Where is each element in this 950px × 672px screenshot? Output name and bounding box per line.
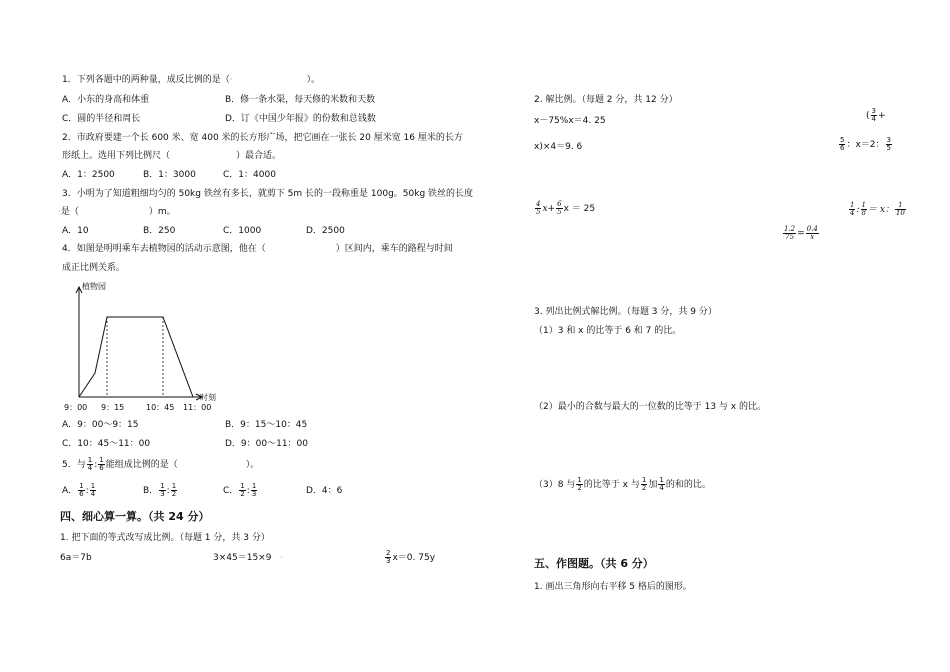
fraction (87, 457, 93, 472)
q1-stem-text: 1．下列各题中的两种量，成反比例的是（ (62, 75, 230, 85)
q3-option-c[interactable]: C．1000 (223, 226, 262, 236)
q1-option-b[interactable]: B．修一条水渠，每天修的米数和天数 (225, 95, 376, 105)
problem-3 (534, 476, 711, 494)
denominator: 2 (641, 484, 647, 492)
numerator: 1 (160, 482, 165, 490)
numerator: 1 (87, 456, 93, 464)
denominator: 75 (785, 233, 795, 241)
eq-b-paren: ( (866, 111, 870, 121)
denominator: 10 (895, 209, 905, 217)
q4-option-d[interactable]: D．9：00～11：00 (225, 439, 309, 449)
eq-e-mid: ＝ x： (867, 205, 894, 215)
q3-line2-text: 是（ (60, 207, 79, 217)
fraction (783, 226, 796, 241)
fraction (171, 483, 177, 498)
fraction (886, 137, 892, 152)
denominator: 2 (171, 490, 177, 498)
p3-pre: （3）8 与 (534, 480, 576, 490)
section4-sub1: 1. 把下面的等式改写成比例。（每题 1 分，共 3 分） (60, 533, 270, 543)
option-label: A． (62, 486, 78, 496)
fraction (251, 483, 257, 498)
denominator: 3 (251, 490, 257, 498)
tick-label-1045: 10：45 (146, 403, 175, 412)
numerator: 1 (240, 482, 245, 490)
q2-option-c[interactable]: C．1：4000 (223, 170, 276, 180)
problem-1: （1）3 和 x 的比等于 6 和 7 的比。 (534, 326, 682, 336)
option-label: C． (223, 486, 239, 496)
eq-c-mid: ：x＝2： (846, 140, 885, 150)
q2-option-a[interactable]: A．1：2500 (62, 170, 115, 180)
eq-e: $\frac{1}{4}$ : $\frac{1}{8}$ ＝ x： $\frac{1}{10}$ (850, 201, 905, 217)
numerator: 1 (577, 476, 582, 484)
eq-a-line1: x－75%x＝4. 25 (534, 116, 606, 126)
q1-option-c[interactable]: C．圆的半径和周长 (62, 114, 141, 124)
denominator: 6 (840, 144, 845, 152)
fraction (556, 201, 562, 216)
section4-title: 四、细心算一算。（共 24 分） (60, 510, 210, 523)
q3-option-b[interactable]: B．250 (143, 226, 176, 236)
fraction (159, 483, 165, 498)
x-axis-label: 时刻 (200, 393, 216, 402)
q5-stem-post: 能组成比例的是（ (105, 460, 178, 470)
q2-line2-text: 形纸上。选用下列比例尺（ (62, 151, 171, 161)
problem-2: （2）最小的合数与最大的一位数的比等于 13 与 x 的比。 (534, 402, 766, 412)
q5-stem-pre: 5．与 (62, 460, 86, 470)
q4-line2: 成正比例关系。 (62, 263, 126, 273)
denominator: 2 (240, 490, 245, 498)
numerator: 2 (386, 549, 391, 557)
p3-mid: 的比等于 x 与 (583, 480, 640, 490)
mark-dot: · (58, 207, 61, 217)
q4-line1-text: 4．如图是明明乘车去植物园的活动示意图，他在（ (62, 244, 266, 254)
numerator: 1 (171, 482, 177, 490)
q5-option-d[interactable]: D．4：6 (306, 486, 343, 496)
denominator: 5 (886, 144, 891, 152)
numerator: 1.2 (784, 225, 796, 233)
fraction (658, 477, 664, 492)
denominator: 6 (99, 464, 104, 472)
eq-d-post: x ＝ 25 (563, 204, 596, 214)
q1-stem-end: ）。 (306, 75, 321, 85)
numerator: 1 (895, 202, 906, 210)
denominator: x (810, 233, 815, 241)
sub2-title: 2. 解比例。（每题 2 分，共 12 分） (534, 95, 678, 105)
q2-line2-end: ）最合适。 (236, 151, 282, 161)
eq-3x45-text: 3×45＝15×9 (213, 553, 272, 563)
denominator: 4 (659, 484, 664, 492)
q4-line1-end: ）区间内，乘车的路程与时间 (335, 244, 453, 254)
p3-mid2: 加 (648, 480, 658, 490)
q1-option-d[interactable]: D．订《中国少年报》的份数和总钱数 (225, 114, 376, 124)
eq-3x45 (213, 553, 283, 564)
denominator: 4 (87, 464, 93, 472)
p3-end: 的和的比。 (665, 480, 711, 490)
q5-option-b[interactable]: B． $\frac{1}{3}$ : $\frac{1}{2}$ (143, 482, 177, 498)
y-axis-label: 植物园 (82, 282, 106, 291)
denominator: 5 (536, 208, 541, 216)
q5-stem-end: ）。 (245, 460, 260, 470)
numerator: 1 (99, 456, 104, 464)
sub3-title: 3. 列出比例式解比例。（每题 3 分，共 9 分） (534, 307, 717, 317)
numerator: 1 (90, 482, 96, 490)
section5-title: 五、作图题。（共 6 分） (534, 557, 654, 570)
option-label: B． (143, 486, 159, 496)
fraction (839, 137, 845, 152)
journey-line (79, 317, 193, 397)
q4-option-a[interactable]: A．9：00～9：15 (62, 420, 139, 430)
numerator: 1 (251, 482, 257, 490)
denominator: 8 (861, 209, 866, 217)
fraction (385, 550, 391, 565)
fraction (576, 477, 582, 492)
eq-two-thirds-x (384, 549, 435, 567)
eq-a-line2: x)×4＝9. 6 (534, 142, 583, 152)
fraction (849, 202, 855, 217)
numerator: 3 (886, 136, 891, 144)
eq-f: $\frac{1.2}{75}$ = $\frac{0.4}{x}$ (784, 225, 818, 241)
fraction (861, 202, 867, 217)
fraction (895, 202, 906, 217)
numerator: 0.4 (806, 225, 818, 233)
q5-stem: 5．与 $\frac{1}{4}$ : $\frac{1}{6}$ 能组成比例的是（ ）。 (62, 456, 260, 472)
numerator: 1 (659, 476, 664, 484)
denominator: 2 (577, 484, 582, 492)
mark-dot: · (229, 75, 233, 85)
q2-line1: 2．市政府要建一个长 600 米、宽 400 米的长方形广场，把它画在一张长 20 厘米宽 16 厘米的长方 (62, 133, 463, 143)
eq-b-plus: + (877, 111, 886, 121)
eq-d: $\frac{4}{5}$ x+ $\frac{6}{5}$ x ＝ 25 (536, 200, 596, 216)
numerator: 1 (79, 482, 84, 490)
q4-graph (60, 280, 225, 415)
numerator: 1 (641, 476, 647, 484)
denominator: 6 (79, 490, 84, 498)
fraction (535, 201, 541, 216)
eq-6a-7b: 6a＝7b (60, 553, 92, 563)
fraction (239, 483, 245, 498)
denominator: 4 (90, 490, 96, 498)
q3-line1: 3．小明为了知道粗细均匀的 50kg 铁丝有多长，就剪下 5m 长的一段称重是 100g。50kg 铁丝的长度 (62, 189, 474, 199)
eq-c (838, 136, 893, 154)
tick-label-1100: 11：00 (183, 403, 212, 412)
q3-line2-end: ）m。 (148, 207, 176, 217)
numerator: 1 (861, 201, 866, 209)
denominator: 4 (850, 209, 855, 217)
fraction (78, 483, 84, 498)
q1-stem (62, 75, 320, 86)
q5-option-a[interactable]: A． $\frac{1}{6}$ : $\frac{1}{4}$ (62, 482, 96, 498)
q4-option-c[interactable]: C．10：45～11：00 (62, 439, 151, 449)
numerator: 6 (557, 200, 562, 208)
q3-option-a[interactable]: A．10 (62, 226, 89, 236)
q2-line2 (62, 151, 281, 162)
numerator: 1 (850, 201, 855, 209)
fraction (98, 457, 104, 472)
fraction (806, 226, 819, 241)
mark-dot: · (280, 553, 283, 563)
q4-line1 (62, 244, 453, 255)
q3-option-d[interactable]: D．2500 (306, 226, 345, 236)
section5-sub1: 1. 画出三角形向右平移 5 格后的图形。 (534, 582, 692, 592)
denominator: 3 (386, 557, 391, 565)
numerator: 4 (536, 200, 541, 208)
numerator: 5 (840, 136, 845, 144)
q5-option-c[interactable]: C． $\frac{1}{2}$ : $\frac{1}{3}$ (223, 482, 257, 498)
fraction (871, 108, 877, 123)
tick-label-915: 9：15 (101, 403, 125, 412)
q3-line2 (58, 207, 176, 218)
q2-option-b[interactable]: B．1：3000 (143, 170, 196, 180)
denominator: 3 (160, 490, 165, 498)
q4-option-b[interactable]: B．9：15～10：45 (225, 420, 308, 430)
eq-two-thirds-text: x＝0. 75y (392, 553, 436, 563)
q1-option-a[interactable]: A．小东的身高和体重 (62, 95, 150, 105)
denominator: 4 (871, 115, 876, 123)
numerator: 3 (871, 107, 876, 115)
denominator: 5 (557, 208, 562, 216)
fraction (641, 477, 647, 492)
fraction (90, 483, 96, 498)
eq-b (866, 107, 886, 125)
tick-label-900: 9：00 (64, 403, 88, 412)
